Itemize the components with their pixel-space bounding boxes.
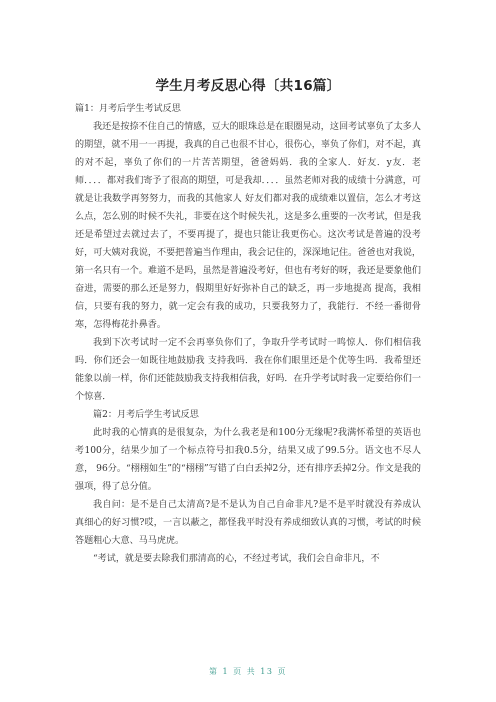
paragraph: 我还是按捺不住自己的情感，豆大的眼珠总是在眼圈晃动，这回考试辜负了太多人的期望，就不用一一再提，我真的自己也很不甘心，很伤心，辜负了你们，对不起，真的对不起，辜负了你们的一片苦苦期望，爸爸妈妈．我的全家人．好友．y友．老师．．．．都对我们寄予了很高的期望，可是我却．．．．虽然老师对我的成绩十分满意，可就是让我数学再努努力，而我的其他家人 好友们都对我的成绩难以置信，怎么才考这么点，怎么别的时候不失礼，非要在这个时候失礼，这是多么重要的一次考试，但是我还是希望过去就过去了，不要再提了，提也只能让我更伤心。这次考试是普遍的没考好，可大姨对我说，不要把普遍当作理由，我会记住的，深深地记住。爸爸也对我说，第一名只有一个。难道不是吗，虽然是普遍没考好，但也有考好的呀，我还是要象他们奋进，需要的那么还是努力，假期里好好弥补自己的缺乏，再一步地提高 提高，我相信，只要有我的努力，就一定会有我的成功，只要我努力了，我能行．不经一番彻骨寒，怎得梅花扑鼻香。 [75, 122, 421, 330]
page-number-footer: 第 1 页 共 13 页 [209, 667, 287, 676]
paragraph: “考试，就是要去除我们那清高的心，不经过考试，我们会自命非凡，不 [93, 554, 380, 564]
document-body [75, 100, 421, 568]
document-title: 学生月考反思心得〔共16篇〕 [155, 78, 341, 94]
paragraph: 此时我的心情真的是很复杂，为什么我老是和100分无缘呢?我满怀希望的英语也考100分，结果少加了一个标点符号扣我0.5分，结果又成了99.5分。语文也不尽人意， 96分。“栩栩如生”的“栩栩”写错了白白丢掉2分，还有排序丢掉2分。作文是我的强项，得了总分值。 [75, 428, 421, 492]
paragraph: 我到下次考试时一定不会再辜负你们了，争取升学考试时一鸣惊人．你们相信我吗．你们还会一如既往地鼓励我 支持我吗．我在你们眼里还是个优等生吗．我希望还能象以前一样，你们还能鼓励我支持我相信我，好吗．在升学考试时我一定要给你们一个惊喜． [75, 338, 421, 402]
section-heading-1: 篇1：月考后学生考试反思 [75, 104, 181, 114]
paragraph: 我自问：是不是自己太清高?是不是认为自己自命非凡?是不是平时就没有养成认真细心的好习惯?哎，一言以蔽之，都怪我平时没有养成细致认真的习惯，考试的时候答题粗心大意、马马虎虎。 [75, 500, 421, 546]
section-heading-2: 篇2：月考后学生考试反思 [93, 410, 199, 420]
